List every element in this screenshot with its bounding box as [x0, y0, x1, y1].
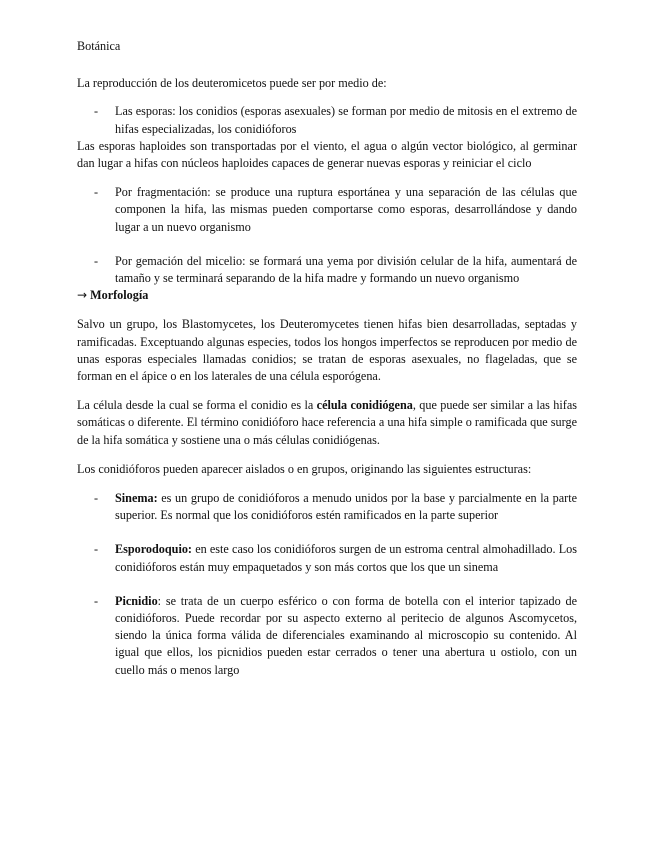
list-item: [77, 593, 577, 679]
dash-bullet: -: [94, 491, 99, 506]
list-item: [77, 184, 577, 236]
list-item: [77, 541, 577, 575]
list-item: [77, 253, 577, 287]
arrow-right-icon: →: [77, 288, 88, 303]
reproduction-list: [77, 103, 577, 137]
list-item-text: : se trata de un cuerpo esférico o con forma de botella con el interior tapizado de conidióforos. Puede recordar por su aspecto externo al peritecio de algunos Ascomycetos, siendo la única forma válida de diferenciales examinando al microscopio su contenido. Al igual que ellos, los picnidios pueden estar cerrados o tener una abertura u ostiolo, con un cuello más o menos largo: [115, 593, 577, 677]
dash-bullet: -: [94, 104, 99, 119]
dash-bullet: -: [94, 185, 99, 200]
paragraph-text: , que puede ser similar a las hifas somáticas o diferente. El término conidióforo hace referencia a una hifa simple o ramificada que surge de la hifa somática y sostiene una o más células conidiógenas.: [77, 398, 577, 447]
list-item: [77, 103, 577, 137]
intro-paragraph: La reproducción de los deuteromicetos puede ser por medio de:: [77, 76, 387, 91]
dash-bullet: -: [94, 253, 99, 268]
list-item-text: Por fragmentación: se produce una ruptura esportánea y una separación de las células que componen la hifa, las mismas pueden comportarse como esporas, desarrollándose y dando lugar a un nuevo organismo: [115, 185, 577, 234]
bold-term: Picnidio: [115, 593, 158, 608]
dash-bullet: -: [94, 542, 99, 557]
section-title: Morfología: [90, 288, 149, 303]
conidiogenous-cell-paragraph: [77, 397, 577, 449]
bold-term: Esporodoquio:: [115, 542, 192, 557]
list-item-text: en este caso los conidióforos surgen de un estroma central almohadillado. Los conidióforos están muy empaquetados y son más cortos que los que un sinema: [115, 542, 577, 574]
dash-bullet: -: [94, 593, 99, 608]
section-heading: [77, 287, 577, 304]
morphology-paragraph: Salvo un grupo, los Blastomycetes, los Deuteromycetes tienen hifas bien desarrolladas, septadas y ramificadas. Exceptuando algunas especies, todos los hongos imperfectos se reproducen por medio de unas esporas especiales llamadas conidios; se tratan de esporas asexuales, no flageladas, que se forman en el ápice o en los laterales de una célula esporógena.: [77, 317, 577, 384]
paragraph-text: La célula desde la cual se forma el conidio es la: [77, 398, 317, 413]
fragmentation-list: [77, 184, 577, 287]
list-item-text: es un grupo de conidióforos a menudo unidos por la base y parcialmente en la parte superior. Es normal que los conidióforos estén ramificados en la parte superior: [115, 491, 577, 523]
page-header: Botánica: [77, 39, 121, 53]
conidiophores-paragraph: Los conidióforos pueden aparecer aislados o en grupos, originando las siguientes estructuras:: [77, 461, 532, 476]
bold-term: célula conidiógena: [316, 398, 413, 413]
list-item-text: Por gemación del micelio: se formará una yema por división celular de la hifa, aumentará de tamaño y se terminará separando de la hifa madre y formando un nuevo organismo: [115, 253, 577, 286]
structures-list: [77, 490, 577, 679]
list-item: [77, 490, 577, 524]
bold-term: Sinema:: [115, 491, 158, 506]
spores-paragraph: Las esporas haploides son transportadas por el viento, el agua o algún vector biológico, al germinar dan lugar a hifas con núcleos haploides capaces de generar nuevas esporas y reiniciar el ciclo: [77, 138, 577, 171]
document-page: [77, 38, 577, 679]
list-item-text: Las esporas: los conidios (esporas asexuales) se forman por medio de mitosis en el extremo de hifas especializadas, los conidióforos: [115, 104, 577, 136]
